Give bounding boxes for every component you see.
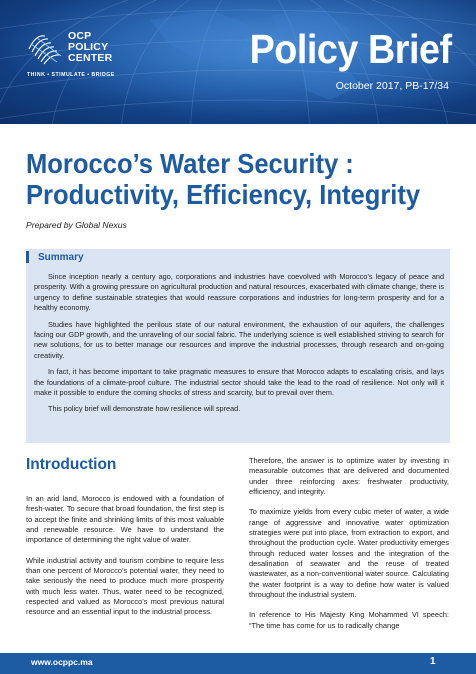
logo-line-center: CENTER: [68, 52, 113, 64]
page-number: 1: [430, 656, 436, 667]
prepared-by: Prepared by Global Nexus: [26, 220, 127, 230]
policy-brief-title: Policy Brief: [249, 26, 452, 72]
brief-date-reference: October 2017, PB-17/34: [335, 80, 449, 92]
logo-line-ocp: OCP: [68, 30, 92, 42]
summary-body: [34, 272, 444, 421]
ocp-policy-center-logo[interactable]: [27, 28, 127, 88]
summary-paragraph: In fact, it has become important to take pragmatic measures to ensure that Morocco adapts to escalating crisis, and lays the foundations of a climate-proof culture. The industrial sector should take the lead to the road of resilience. Not only will it make it possible to endure the coming shocks of stress and scarcity, but to prevail over them.: [34, 367, 444, 398]
introduction-heading: Introduction: [26, 456, 117, 473]
document-title: [26, 148, 426, 210]
logo-mark-icon: [27, 32, 63, 66]
body-paragraph: While industrial activity and tourism combine to require less than one percent of Morocco’s potential water, they need to take seriously the need to produce much more prosperity with much less water. Thus, water need to be recognized, respected and valued as Morocco’s most previous natural resource and an essential input to the industrial process.: [26, 555, 224, 617]
introduction-left-column: [26, 494, 224, 628]
summary-accent-bar: [26, 251, 29, 263]
logo-tagline: THINK • STIMULATE • BRIDGE: [27, 72, 115, 78]
header-banner: [0, 0, 476, 124]
document-title-line1: Morocco’s Water Security :: [26, 148, 354, 179]
body-paragraph: In reference to His Majesty King Mohammed VI speech: “The time has come for us to radically change: [249, 610, 449, 630]
summary-heading: [26, 250, 84, 264]
summary-paragraph: Since inception nearly a century ago, corporations and industries have coevolved with Morocco’s legacy of peace and prosperity. With a growing pressure on agricultural production and natural resources, exacerbated with climate change, there is urgency to define sustainable strategies that would reassure corporations and industries for long-term prosperity and for a healthy economy.: [34, 272, 444, 313]
body-paragraph: In an arid land, Morocco is endowed with a foundation of fresh-water. To secure that broad foundation, the first step is to accept the finite and shrinking limits of this most valuable and renewable resource. We have to understand the importance of determining the right value of water.: [26, 494, 224, 545]
body-paragraph: Therefore, the answer is to optimize water by investing in measurable outcomes that are delivered and documented under three reinforcing axes: freshwater productivity, efficiency, and integrity.: [249, 456, 449, 497]
website-link[interactable]: www.ocppc.ma: [31, 657, 93, 667]
logo-line-policy: POLICY: [68, 41, 109, 53]
body-paragraph: To maximize yields from every cubic meter of water, a wide range of aggressive and innovative water optimization strategies were put into place, from extraction to export, and throughout the production cycle. Water productivity emerges through reduced water losses and the integration of the desalination of seawater and the reuse of treated wastewater, as a non-conventional water source. Calculating the water footprint is a way to define how water is valued throughout the industrial system.: [249, 507, 449, 600]
summary-paragraph: Studies have highlighted the perilous state of our natural environment, the exhaustion of our aquifers, the challenges facing our GDP growth, and the unraveling of our social fabric. The underlying science is well established striving to search for new solutions, for us to better manage our resources and improve the industrial processes, through research and on-going creativity.: [34, 319, 444, 360]
logo-wordmark: [68, 31, 112, 64]
summary-paragraph: This policy brief will demonstrate how resilience will spread.: [48, 404, 241, 414]
summary-label: Summary: [38, 251, 84, 263]
page-footer: [0, 653, 476, 674]
document-title-line2: Productivity, Efficiency, Integrity: [26, 179, 421, 210]
introduction-right-column: [249, 456, 449, 641]
